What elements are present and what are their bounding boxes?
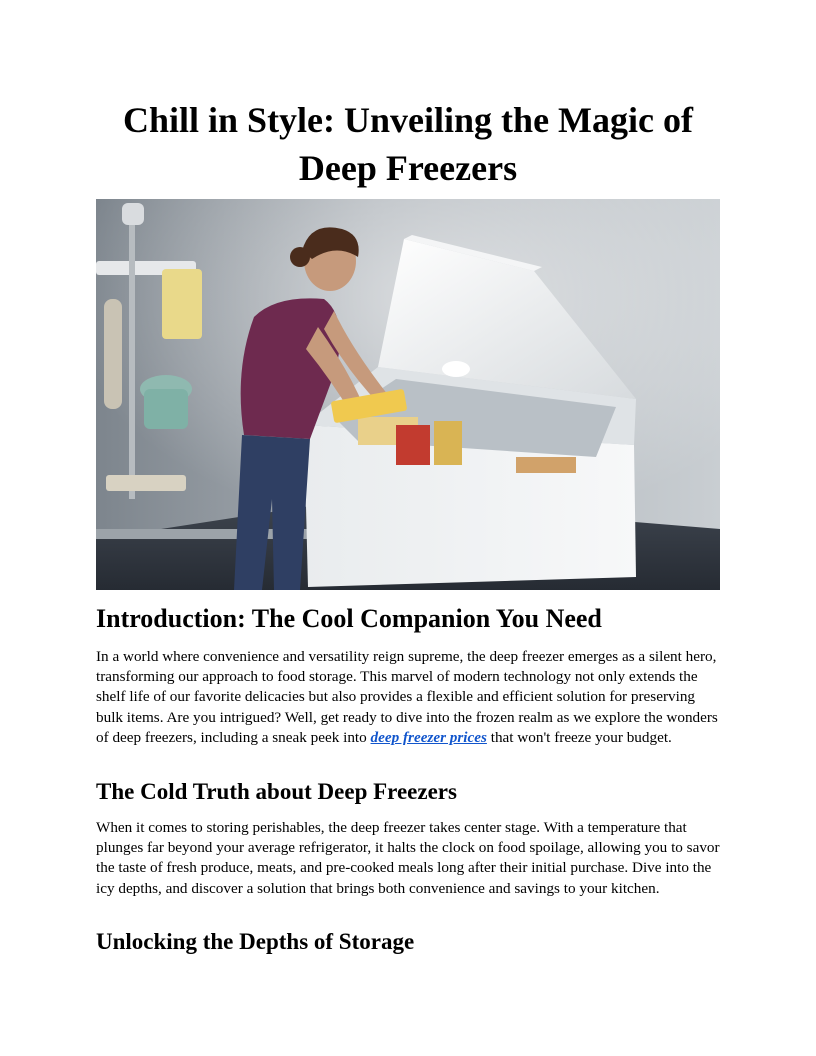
- document-title: Chill in Style: Unveiling the Magic of Deep Freezers: [123, 100, 693, 188]
- introduction-text-before-link: In a world where convenience and versatility reign supreme, the deep freezer emerges as a silent hero, transforming our approach to food storage. This marvel of modern technology not only extends the shelf life of our favorite delicacies but also provides a flexible and efficient solution for preserving bulk items. Are you intrigued? Well, get ready to dive into the frozen realm as we explore the wonders of deep freezers, including a sneak peek into: [96, 648, 718, 746]
- section-heading-introduction: Introduction: The Cool Companion You Need: [96, 604, 602, 633]
- section-heading-unlocking-storage: Unlocking the Depths of Storage: [96, 929, 415, 954]
- cold-truth-paragraph: When it comes to storing perishables, the deep freezer takes center stage. With a temperature that plunges far beyond your average refrigerator, it halts the clock on food spoilage, allowing you to savor the taste of fresh produce, meats, and pre-cooked meals long after their initial purchase. Dive into the icy depths, and discover a solution that brings both convenience and savings to your kitchen.: [96, 819, 720, 897]
- hero-photo-woman-deep-freezer: [96, 199, 720, 590]
- section-heading-cold-truth: The Cold Truth about Deep Freezers: [96, 779, 457, 804]
- introduction-text-after-link: that won't freeze your budget.: [486, 728, 672, 746]
- deep-freezer-prices-link[interactable]: deep freezer prices: [370, 728, 487, 746]
- introduction-paragraph: [96, 647, 724, 748]
